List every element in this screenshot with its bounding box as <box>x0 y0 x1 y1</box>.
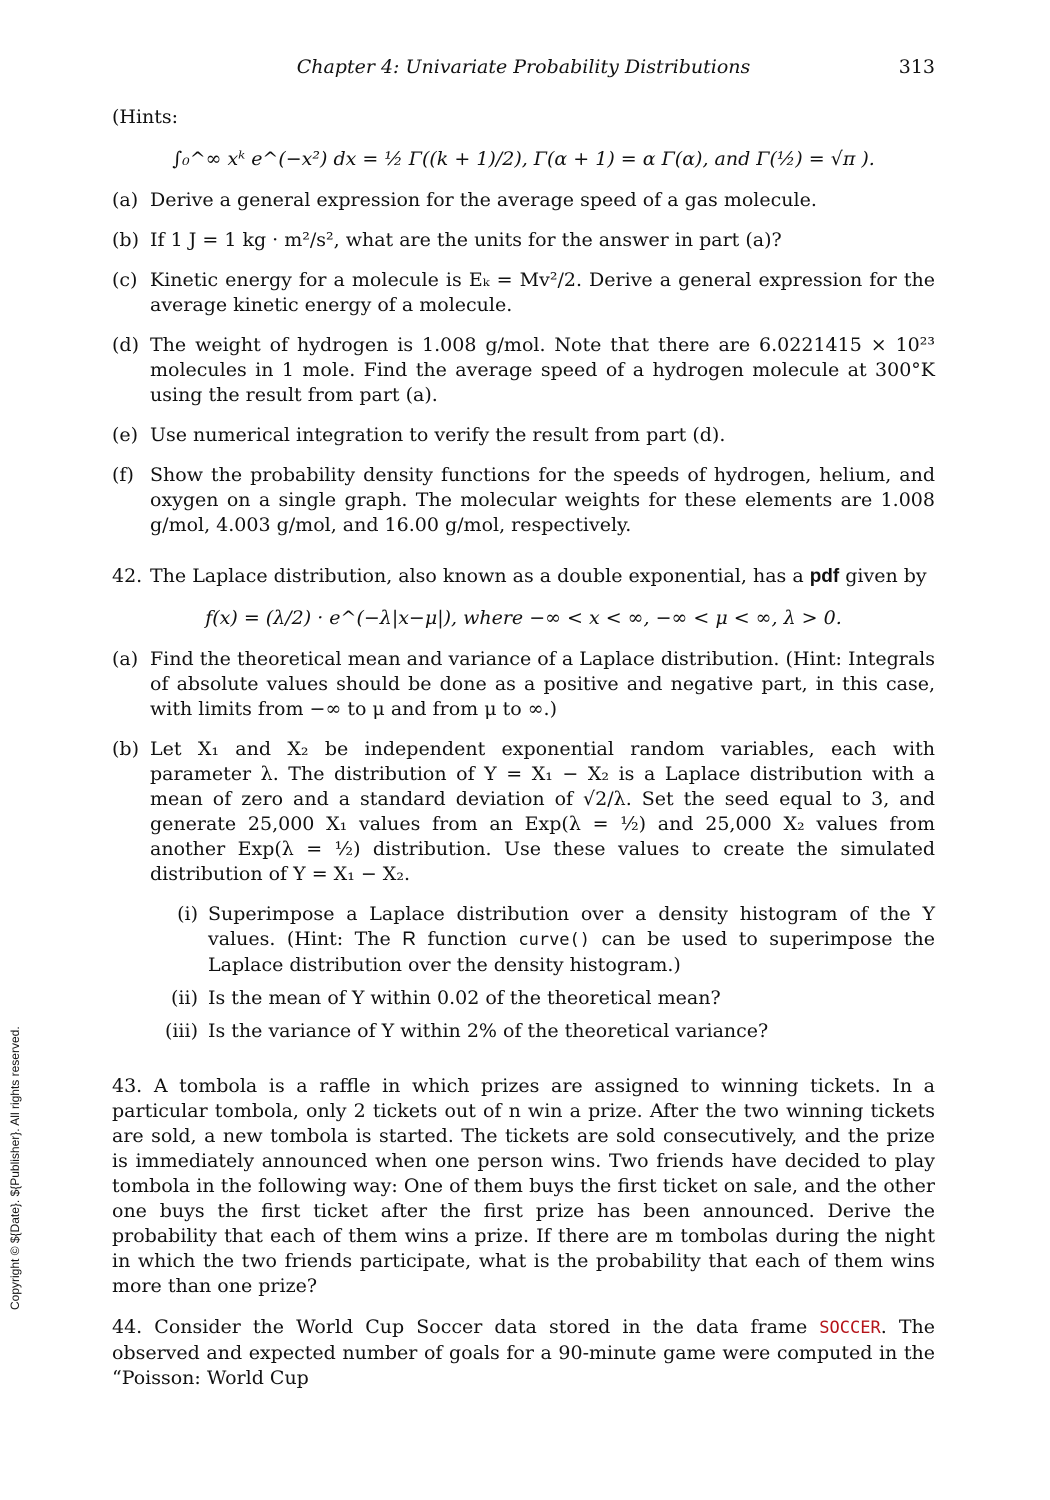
curve-function-code: curve() <box>518 930 591 950</box>
page-content <box>112 105 935 1391</box>
subpart-text: Is the mean of Y within 0.02 of the theoretical mean? <box>208 987 721 1009</box>
problem41-part-b <box>112 228 935 253</box>
problem44-tail: . The observed and expected number of goals for a 90-minute game were computed in the “Poisson: World Cup <box>112 1316 936 1389</box>
subpart-label: (i) <box>177 903 198 925</box>
problem41-part-d <box>112 333 935 408</box>
problem41-part-f <box>112 463 935 538</box>
problem42-intro-tail: given by <box>839 565 927 587</box>
problem41-part-a <box>112 188 935 213</box>
hints-equation: ∫₀^∞ xᵏ e^(−x²) dx = ½ Γ((k + 1)/2), Γ(α + 1) = α Γ(α), and Γ(½) = √π ). <box>172 148 875 170</box>
subpart-label: (iii) <box>164 1020 198 1042</box>
problem43-text: 43. A tombola is a raffle in which prizes are assigned to winning tickets. In a particular tombola, only 2 tickets out of n win a prize. After the two winning tickets are sold, a new tombola is started. The tickets are sold consecutively, and the prize is immediately announced when one person wins. Two friends have decided to play tombola in the following way: One of them buys the first ticket on sale, and the other one buys the first ticket after the first prize has been announced. Derive the probability that each of them wins a prize. If there are m tombolas during the night in which the two friends participate, what is the probability that each of them wins more than one prize? <box>112 1075 935 1297</box>
laplace-pdf-equation: f(x) = (λ/2) · e^(−λ|x−μ|), where −∞ < x < ∞, −∞ < μ < ∞, λ > 0. <box>205 607 842 629</box>
subpart-text: Superimpose a Laplace distribution over a density histogram of the Y values. (Hint: The <box>208 903 935 950</box>
problem42-intro <box>112 564 935 589</box>
problem44-lead: 44. Consider the World Cup Soccer data stored in the data frame <box>112 1316 820 1338</box>
part-text: The weight of hydrogen is 1.008 g/mol. Note that there are 6.0221415 × 10²³ molecules in 1 mole. Find the average speed of a hydrogen molecule at 300°K using the result from part (a). <box>150 334 935 406</box>
part-text: If 1 J = 1 kg · m²/s², what are the units for the answer in part (a)? <box>150 229 782 251</box>
part-text: Find the theoretical mean and variance of a Laplace distribution. (Hint: Integrals of absolute values should be done as a positive and negative part, in this case, with limits from −∞ to μ and from μ to ∞.) <box>150 648 935 720</box>
part-label: (c) <box>112 269 138 291</box>
part-text: Derive a general expression for the average speed of a gas molecule. <box>150 189 817 211</box>
problem42-part-b <box>112 737 935 887</box>
problem41-part-c <box>112 268 935 318</box>
part-text: Show the probability density functions for the speeds of hydrogen, helium, and oxygen on a single graph. The molecular weights for these elements are 1.008 g/mol, 4.003 g/mol, and 16.00 g/mol, respectively. <box>150 464 935 536</box>
page-header <box>112 56 935 82</box>
subpart-text: Is the variance of Y within 2% of the theoretical variance? <box>208 1020 769 1042</box>
problem44-text <box>112 1315 935 1391</box>
problem42-part-a <box>112 647 935 722</box>
copyright-notice: Copyright © ${Date}. ${Publisher}. All rights reserved. <box>8 1026 22 1310</box>
problem42-subpart-ii <box>158 986 935 1011</box>
problem41-part-e <box>112 423 935 448</box>
page-number: 313 <box>898 56 935 78</box>
subpart-label: (ii) <box>171 987 198 1009</box>
part-text: Let X₁ and X₂ be independent exponential random variables, each with parameter λ. The distribution of Y = X₁ − X₂ is a Laplace distribution with a mean of zero and a standard deviation of √2/λ. Set the seed equal to 3, and generate 25,000 X₁ values from an Exp(λ = ½) and 25,000 X₂ values from another Exp(λ = ½) distribution. Use these values to create the simulated distribution of Y = X₁ − X₂. <box>150 738 935 885</box>
subpart-text-end: can be used to superimpose the Laplace distribution over the density histogram.) <box>208 928 935 976</box>
problem-number: 42. <box>112 565 143 587</box>
hints-label: (Hints: <box>112 106 179 128</box>
running-title: Chapter 4: Univariate Probability Distributions <box>296 56 751 78</box>
problem42-subpart-iii <box>158 1019 935 1044</box>
part-label: (b) <box>112 229 139 251</box>
part-label: (e) <box>112 424 139 446</box>
subpart-text-mid: function <box>415 928 519 950</box>
part-label: (a) <box>112 189 139 211</box>
part-text: Kinetic energy for a molecule is Eₖ = Mv²/2. Derive a general expression for the average kinetic energy of a molecule. <box>150 269 935 316</box>
part-label: (f) <box>112 464 134 486</box>
part-label: (a) <box>112 648 139 670</box>
soccer-dataset-name: SOCCER <box>819 1318 881 1338</box>
problem42-subpart-i <box>158 902 935 978</box>
part-label: (b) <box>112 738 139 760</box>
part-text: Use numerical integration to verify the result from part (d). <box>150 424 726 446</box>
part-label: (d) <box>112 334 139 356</box>
problem42-intro-text: The Laplace distribution, also known as a double exponential, has a <box>150 565 810 587</box>
pdf-keyword: pdf <box>809 566 840 587</box>
r-language-name: R <box>402 929 416 950</box>
